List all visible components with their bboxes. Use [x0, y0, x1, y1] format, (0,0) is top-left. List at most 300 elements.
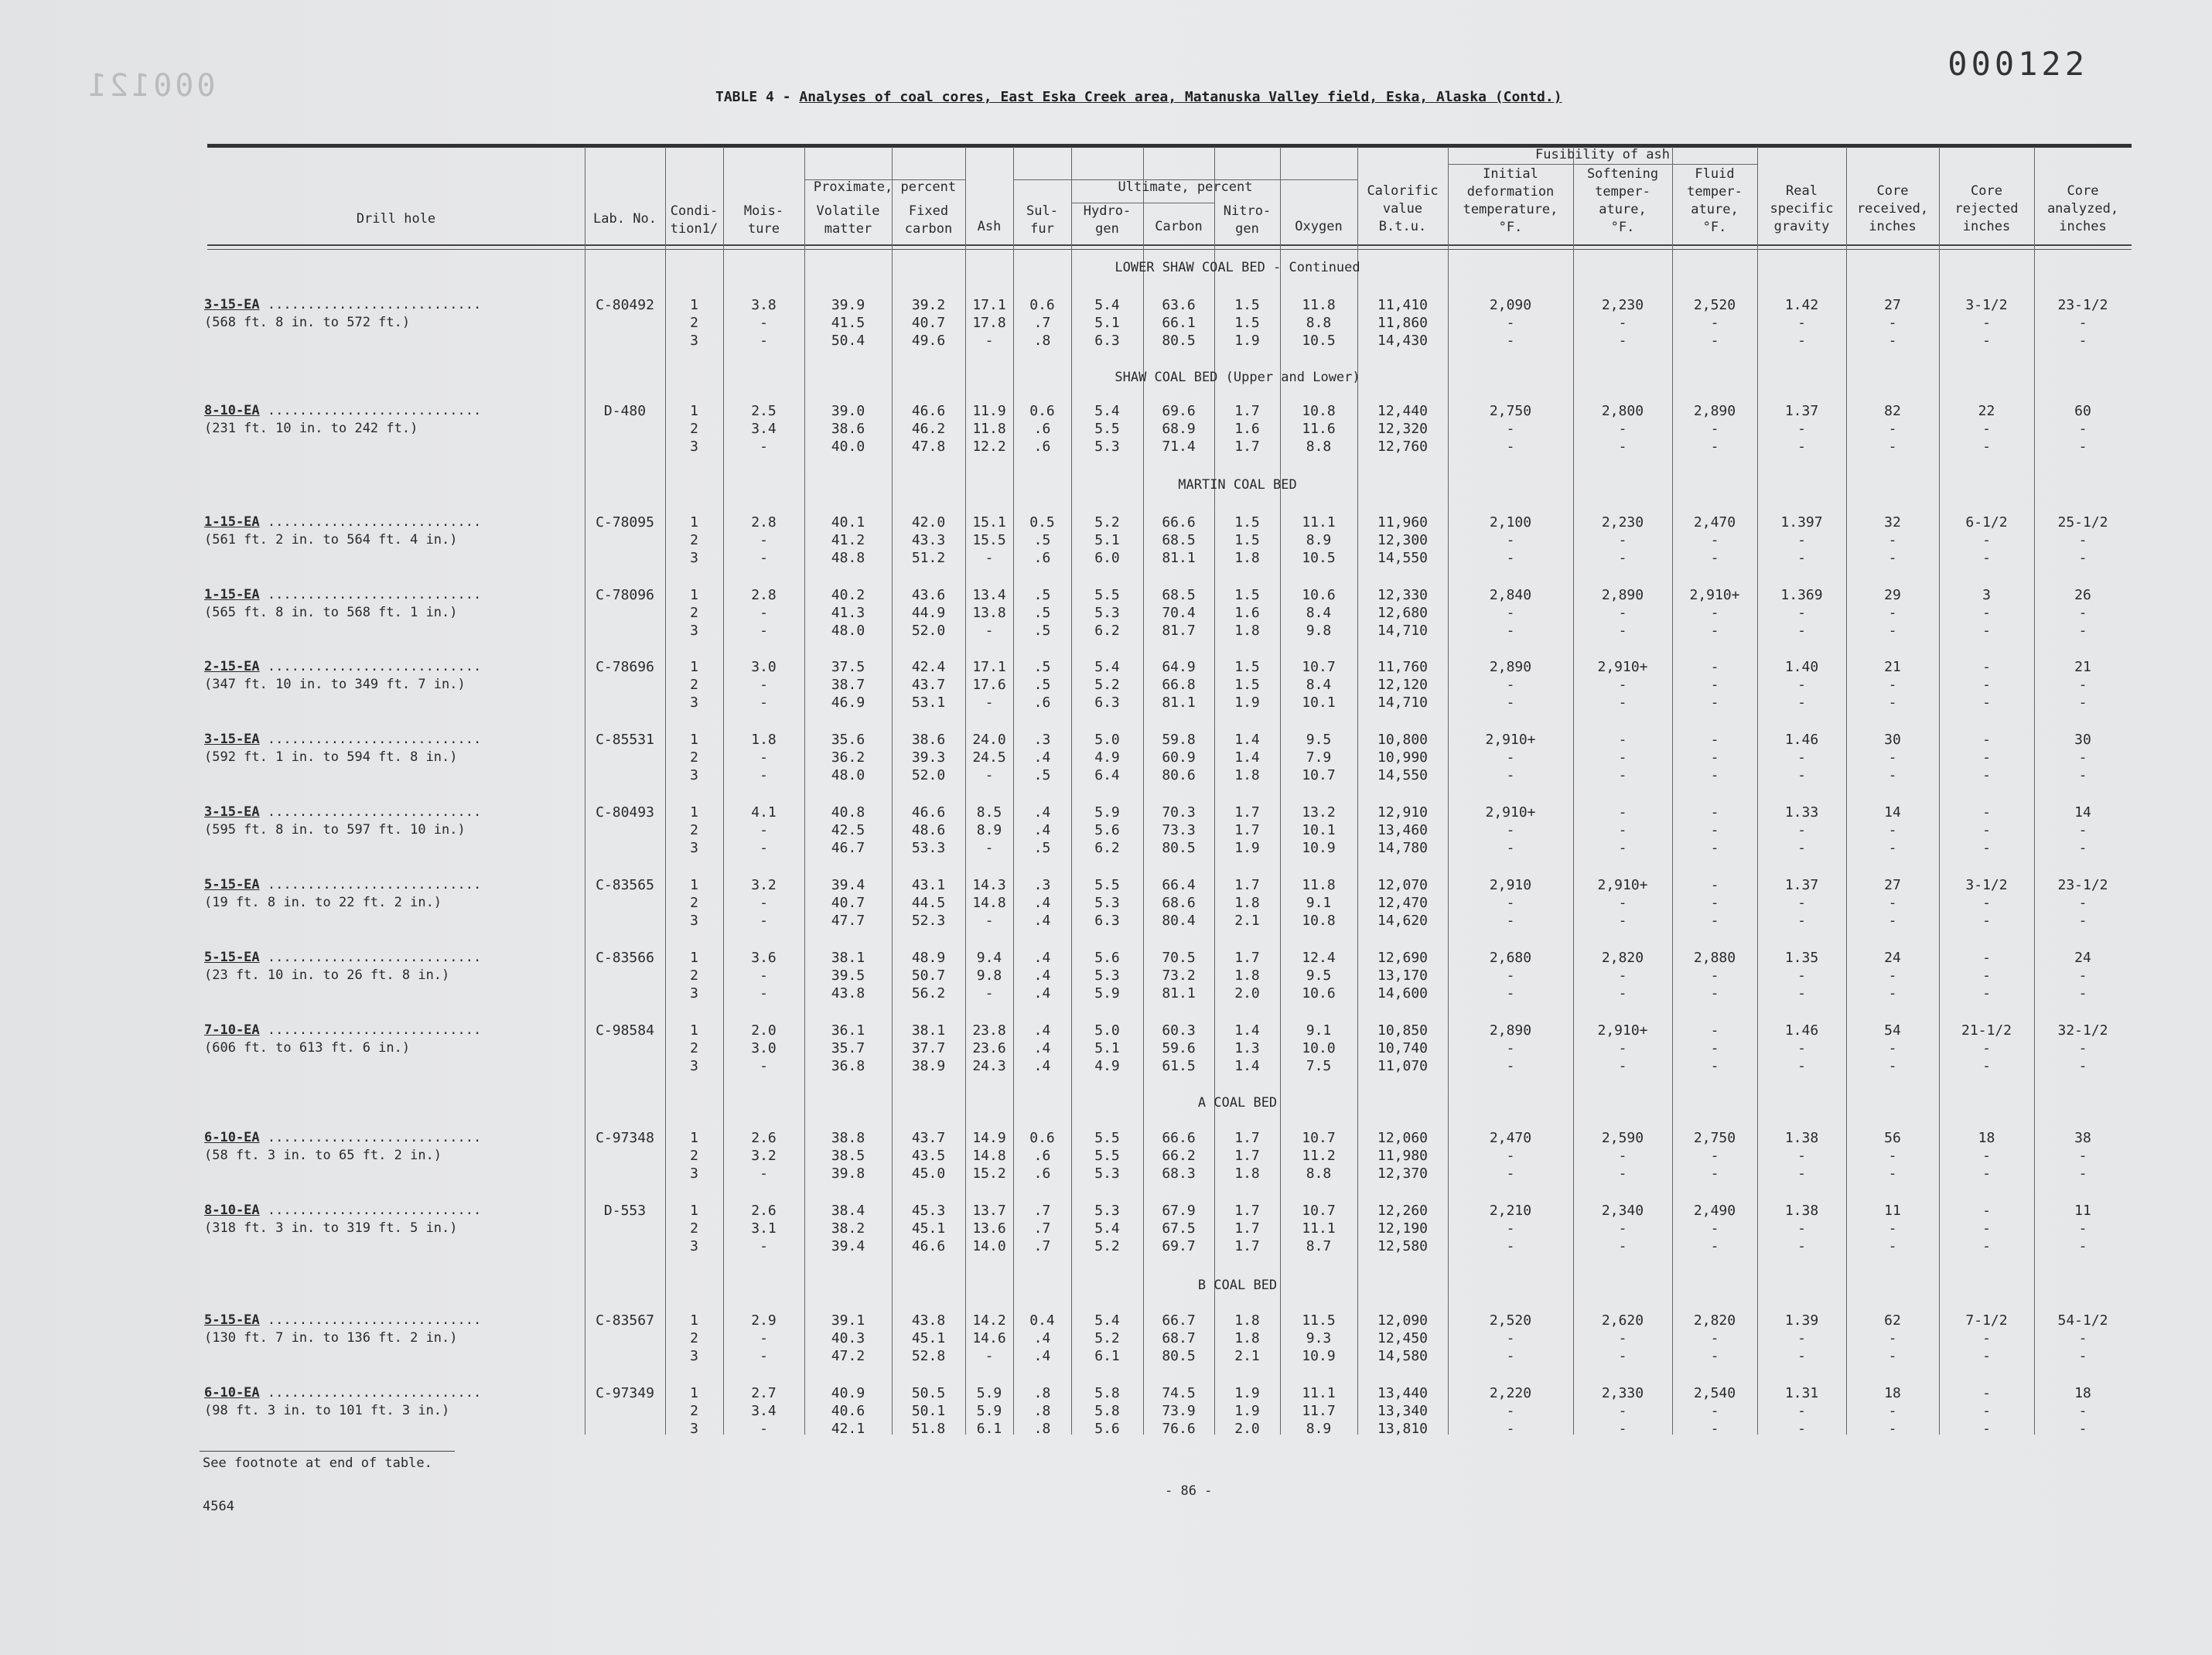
- moisture-values: 4.1 - -: [751, 804, 777, 856]
- nitrogen-values: 1.7 1.7 1.8: [1234, 1130, 1260, 1182]
- header-core-received: Core received, inches: [1856, 183, 1929, 234]
- fluid-values: - - -: [1710, 877, 1719, 929]
- moisture-values: 2.5 3.4 -: [751, 403, 777, 455]
- btu-values: 12,260 12,190 12,580: [1377, 1203, 1429, 1254]
- sg-values: 1.46 - -: [1784, 732, 1819, 783]
- soft-values: 2,590 - -: [1601, 1130, 1644, 1182]
- btu-values: 11,960 12,300 14,550: [1377, 514, 1429, 566]
- header-initial-def: Initial deformation temperature, °F.: [1463, 166, 1558, 235]
- document-code: 4564: [203, 1499, 234, 1514]
- initial-values: 2,890 - -: [1489, 1022, 1532, 1074]
- header-condition: Condi- tion1/: [670, 203, 719, 237]
- soft-values: 2,620 - -: [1601, 1312, 1644, 1364]
- btu-values: 10,800 10,990 14,550: [1377, 732, 1429, 783]
- initial-values: 2,890 - -: [1489, 659, 1532, 711]
- header-drill-hole: Drill hole: [356, 211, 436, 227]
- analyzed-values: 32-1/2 - -: [2057, 1022, 2108, 1074]
- rejected-values: 3-1/2 - -: [1965, 297, 2008, 349]
- oxygen-values: 10.7 11.1 8.7: [1302, 1203, 1336, 1254]
- nitrogen-values: 1.8 1.8 2.1: [1234, 1312, 1260, 1364]
- btu-values: 12,060 11,980 12,370: [1377, 1130, 1429, 1182]
- condition-values: 1 2 3: [690, 804, 698, 856]
- condition-values: 1 2 3: [690, 297, 698, 349]
- volatile-values: 39.0 38.6 40.0: [831, 403, 865, 455]
- drill-hole-label: 6-10-EA ........................... (58 ft. 3 in. to 65 ft. 2 in.): [204, 1130, 482, 1163]
- sulfur-values: 0.6 .6 .6: [1029, 1130, 1055, 1182]
- header-sulfur: Sul- fur: [1026, 203, 1058, 237]
- fixed-values: 46.6 48.6 53.3: [911, 804, 946, 856]
- sg-values: 1.35 - -: [1784, 950, 1819, 1002]
- ash-values: 9.4 9.8 -: [976, 950, 1002, 1002]
- moisture-values: 3.2 - -: [751, 877, 777, 929]
- hydrogen-values: 5.5 5.3 6.2: [1094, 587, 1120, 639]
- nitrogen-values: 1.7 1.8 2.1: [1234, 877, 1260, 929]
- volatile-values: 39.1 40.3 47.2: [831, 1312, 865, 1364]
- ash-values: 8.5 8.9 -: [976, 804, 1002, 856]
- volatile-values: 38.1 39.5 43.8: [831, 950, 865, 1002]
- carbon-values: 60.3 59.6 61.5: [1162, 1022, 1196, 1074]
- header-oxygen: Oxygen: [1295, 219, 1343, 234]
- fixed-values: 38.1 37.7 38.9: [911, 1022, 946, 1074]
- section-heading: B COAL BED: [1197, 1278, 1278, 1293]
- header-nitrogen: Nitro- gen: [1223, 203, 1272, 237]
- header-proximate-group: Proximate, percent: [813, 179, 957, 195]
- ash-values: 23.8 23.6 24.3: [972, 1022, 1006, 1074]
- rejected-values: - - -: [1982, 659, 1991, 711]
- condition-values: 1 2 3: [690, 514, 698, 566]
- nitrogen-values: 1.7 1.7 1.9: [1234, 804, 1260, 856]
- carbon-values: 59.8 60.9 80.6: [1162, 732, 1196, 783]
- lab-number: C-78696: [596, 659, 654, 675]
- soft-values: 2,910+ - -: [1597, 877, 1648, 929]
- sg-values: 1.38 - -: [1784, 1130, 1819, 1182]
- fluid-values: 2,490 - -: [1693, 1203, 1736, 1254]
- soft-values: - - -: [1618, 732, 1627, 783]
- soft-values: 2,230 - -: [1601, 297, 1644, 349]
- soft-values: 2,910+ - -: [1597, 1022, 1648, 1074]
- table-title: [715, 89, 1562, 105]
- volatile-values: 36.1 35.7 36.8: [831, 1022, 865, 1074]
- volatile-values: 39.9 41.5 50.4: [831, 297, 865, 349]
- condition-values: 1 2 3: [690, 877, 698, 929]
- sg-values: 1.33 - -: [1784, 804, 1819, 856]
- rejected-values: 7-1/2 - -: [1965, 1312, 2008, 1364]
- fixed-values: 43.1 44.5 52.3: [911, 877, 946, 929]
- oxygen-values: 12.4 9.5 10.6: [1302, 950, 1336, 1002]
- ash-values: 11.9 11.8 12.2: [972, 403, 1006, 455]
- condition-values: 1 2 3: [690, 1385, 698, 1437]
- fluid-values: 2,520 - -: [1693, 297, 1736, 349]
- carbon-values: 66.7 68.7 80.5: [1162, 1312, 1196, 1364]
- header-softening: Softening temper- ature, °F.: [1586, 166, 1659, 235]
- fluid-values: - - -: [1710, 1022, 1719, 1074]
- drill-hole-id: 6-10-EA: [204, 1130, 260, 1145]
- initial-values: 2,910+ - -: [1485, 732, 1536, 783]
- btu-values: 11,760 12,120 14,710: [1377, 659, 1429, 711]
- soft-values: 2,800 - -: [1601, 403, 1644, 455]
- lab-number: C-80492: [596, 297, 654, 313]
- fixed-values: 38.6 39.3 52.0: [911, 732, 946, 783]
- lab-number: D-480: [603, 403, 647, 419]
- ash-values: 13.7 13.6 14.0: [972, 1203, 1006, 1254]
- header-ultimate-group: Ultimate, percent: [1118, 179, 1253, 195]
- volatile-values: 38.8 38.5 39.8: [831, 1130, 865, 1182]
- sulfur-values: .8 .8 .8: [1033, 1385, 1051, 1437]
- received-values: 27 - -: [1884, 297, 1901, 349]
- sulfur-values: .4 .4 .5: [1033, 804, 1051, 856]
- section-heading: LOWER SHAW COAL BED - Continued: [1115, 260, 1360, 275]
- fixed-values: 50.5 50.1 51.8: [911, 1385, 946, 1437]
- oxygen-values: 10.7 8.4 10.1: [1302, 659, 1336, 711]
- fixed-values: 45.3 45.1 46.6: [911, 1203, 946, 1254]
- analyzed-values: 18 - -: [2074, 1385, 2091, 1437]
- moisture-values: 2.6 3.1 -: [751, 1203, 777, 1254]
- hydrogen-values: 5.4 5.2 6.3: [1094, 659, 1120, 711]
- drill-hole-label: 3-15-EA ........................... (595 ft. 8 in. to 597 ft. 10 in.): [204, 804, 482, 838]
- drill-hole-label: 8-10-EA ........................... (231 ft. 10 in. to 242 ft.): [204, 403, 482, 436]
- moisture-values: 2.7 3.4 -: [751, 1385, 777, 1437]
- nitrogen-values: 1.7 1.7 1.7: [1234, 1203, 1260, 1254]
- oxygen-values: 11.1 8.9 10.5: [1302, 514, 1336, 566]
- hydrogen-values: 5.6 5.3 5.9: [1094, 950, 1120, 1002]
- header-moisture: Mois- ture: [743, 203, 784, 237]
- lab-number: C-80493: [596, 804, 654, 821]
- header-core-analyzed: Core analyzed, inches: [2046, 183, 2119, 234]
- rejected-values: - - -: [1982, 732, 1991, 783]
- fluid-values: 2,540 - -: [1693, 1385, 1736, 1437]
- initial-values: 2,520 - -: [1489, 1312, 1532, 1364]
- analyzed-values: 30 - -: [2074, 732, 2091, 783]
- condition-values: 1 2 3: [690, 659, 698, 711]
- lab-number: C-78096: [596, 587, 654, 603]
- moisture-values: 2.6 3.2 -: [751, 1130, 777, 1182]
- sg-values: 1.46 - -: [1784, 1022, 1819, 1074]
- rejected-values: 3-1/2 - -: [1965, 877, 2008, 929]
- received-values: 21 - -: [1884, 659, 1901, 711]
- analyzed-values: 21 - -: [2074, 659, 2091, 711]
- sulfur-values: 0.4 .4 .4: [1029, 1312, 1055, 1364]
- drill-hole-label: 8-10-EA ........................... (318 ft. 3 in. to 319 ft. 5 in.): [204, 1203, 482, 1236]
- moisture-values: 3.8 - -: [751, 297, 777, 349]
- rejected-values: 18 - -: [1978, 1130, 1995, 1182]
- footnote-text: See footnote at end of table.: [203, 1455, 432, 1471]
- header-fixed-carbon: Fixed carbon: [904, 203, 953, 237]
- sulfur-values: .5 .5 .5: [1033, 587, 1051, 639]
- btu-values: 12,910 13,460 14,780: [1377, 804, 1429, 856]
- drill-hole-label: 3-15-EA ........................... (592 ft. 1 in. to 594 ft. 8 in.): [204, 732, 482, 765]
- btu-values: 12,330 12,680 14,710: [1377, 587, 1429, 639]
- fluid-values: 2,750 - -: [1693, 1130, 1736, 1182]
- oxygen-values: 10.7 11.2 8.8: [1302, 1130, 1336, 1182]
- drill-hole-id: 5-15-EA: [204, 950, 260, 965]
- initial-values: 2,910 - -: [1489, 877, 1532, 929]
- sulfur-values: 0.6 .7 .8: [1029, 297, 1055, 349]
- carbon-values: 64.9 66.8 81.1: [1162, 659, 1196, 711]
- nitrogen-values: 1.5 1.5 1.9: [1234, 297, 1260, 349]
- oxygen-values: 10.8 11.6 8.8: [1302, 403, 1336, 455]
- received-values: 11 - -: [1884, 1203, 1901, 1254]
- initial-values: 2,910+ - -: [1485, 804, 1536, 856]
- section-heading: SHAW COAL BED (Upper and Lower): [1115, 370, 1360, 385]
- fixed-values: 43.6 44.9 52.0: [911, 587, 946, 639]
- moisture-values: 1.8 - -: [751, 732, 777, 783]
- analyzed-values: 14 - -: [2074, 804, 2091, 856]
- carbon-values: 70.3 73.3 80.5: [1162, 804, 1196, 856]
- sg-values: 1.397 - -: [1780, 514, 1823, 566]
- moisture-values: 2.9 - -: [751, 1312, 777, 1364]
- drill-hole-id: 6-10-EA: [204, 1385, 260, 1401]
- fixed-values: 43.7 43.5 45.0: [911, 1130, 946, 1182]
- carbon-values: 66.6 68.5 81.1: [1162, 514, 1196, 566]
- rejected-values: - - -: [1982, 950, 1991, 1002]
- received-values: 27 - -: [1884, 877, 1901, 929]
- section-heading: MARTIN COAL BED: [1178, 477, 1297, 493]
- analyzed-values: 54-1/2 - -: [2057, 1312, 2108, 1364]
- header-volatile: Volatile matter: [816, 203, 880, 237]
- header-bottom-rule: [207, 244, 2132, 246]
- btu-values: 11,410 11,860 14,430: [1377, 297, 1429, 349]
- btu-values: 12,440 12,320 12,760: [1377, 403, 1429, 455]
- volatile-values: 40.8 42.5 46.7: [831, 804, 865, 856]
- lab-number: C-83565: [596, 877, 654, 893]
- drill-hole-id: 7-10-EA: [204, 1022, 260, 1038]
- sulfur-values: .4 .4 .4: [1033, 1022, 1051, 1074]
- table-title-main: Analyses of coal cores, East Eska Creek area, Matanuska Valley field, Eska, Alaska (Contd.): [799, 89, 1562, 105]
- sg-values: 1.37 - -: [1784, 403, 1819, 455]
- carbon-values: 69.6 68.9 71.4: [1162, 403, 1196, 455]
- sg-values: 1.39 - -: [1784, 1312, 1819, 1364]
- drill-hole-label: 2-15-EA ........................... (347 ft. 10 in. to 349 ft. 7 in.): [204, 659, 482, 692]
- carbon-values: 67.9 67.5 69.7: [1162, 1203, 1196, 1254]
- header-real-sg: Real specific gravity: [1770, 183, 1834, 234]
- drill-hole-label: 3-15-EA ........................... (568 ft. 8 in. to 572 ft.): [204, 297, 482, 330]
- oxygen-values: 11.1 11.7 8.9: [1302, 1385, 1336, 1437]
- hydrogen-values: 5.3 5.4 5.2: [1094, 1203, 1120, 1254]
- soft-values: - - -: [1618, 804, 1627, 856]
- initial-values: 2,680 - -: [1489, 950, 1532, 1002]
- hydrogen-values: 5.9 5.6 6.2: [1094, 804, 1120, 856]
- header-lab-no: Lab. No.: [593, 211, 657, 227]
- carbon-values: 68.5 70.4 81.7: [1162, 587, 1196, 639]
- volatile-values: 40.2 41.3 48.0: [831, 587, 865, 639]
- btu-values: 10,850 10,740 11,070: [1377, 1022, 1429, 1074]
- condition-values: 1 2 3: [690, 587, 698, 639]
- soft-values: 2,910+ - -: [1597, 659, 1648, 711]
- rejected-values: 21-1/2 - -: [1961, 1022, 2012, 1074]
- drill-hole-id: 5-15-EA: [204, 877, 260, 892]
- page-id: 000122: [1947, 45, 2088, 83]
- sg-values: 1.38 - -: [1784, 1203, 1819, 1254]
- fluid-values: - - -: [1710, 804, 1719, 856]
- initial-values: 2,220 - -: [1489, 1385, 1532, 1437]
- nitrogen-values: 1.4 1.4 1.8: [1234, 732, 1260, 783]
- ash-values: 14.3 14.8 -: [972, 877, 1006, 929]
- section-heading: A COAL BED: [1197, 1095, 1278, 1111]
- carbon-values: 66.6 66.2 68.3: [1162, 1130, 1196, 1182]
- condition-values: 1 2 3: [690, 1022, 698, 1074]
- analyzed-values: 23-1/2 - -: [2057, 877, 2108, 929]
- sg-values: 1.37 - -: [1784, 877, 1819, 929]
- drill-hole-label: 1-15-EA ........................... (565 ft. 8 in. to 568 ft. 1 in.): [204, 587, 482, 620]
- carbon-values: 74.5 73.9 76.6: [1162, 1385, 1196, 1437]
- fluid-values: - - -: [1710, 659, 1719, 711]
- received-values: 82 - -: [1884, 403, 1901, 455]
- initial-values: 2,100 - -: [1489, 514, 1532, 566]
- hydrogen-values: 5.5 5.3 6.3: [1094, 877, 1120, 929]
- received-values: 56 - -: [1884, 1130, 1901, 1182]
- ash-values: 24.0 24.5 -: [972, 732, 1006, 783]
- carbon-values: 63.6 66.1 80.5: [1162, 297, 1196, 349]
- header-hydrogen: Hydro- gen: [1083, 203, 1132, 237]
- header-carbon: Carbon: [1155, 219, 1203, 234]
- soft-values: 2,890 - -: [1601, 587, 1644, 639]
- analyzed-values: 38 - -: [2074, 1130, 2091, 1182]
- volatile-values: 40.1 41.2 48.8: [831, 514, 865, 566]
- received-values: 24 - -: [1884, 950, 1901, 1002]
- rejected-values: - - -: [1982, 1203, 1991, 1254]
- soft-values: 2,820 - -: [1601, 950, 1644, 1002]
- volatile-values: 35.6 36.2 48.0: [831, 732, 865, 783]
- oxygen-values: 11.8 8.8 10.5: [1302, 297, 1336, 349]
- oxygen-values: 9.1 10.0 7.5: [1302, 1022, 1336, 1074]
- analyzed-values: 24 - -: [2074, 950, 2091, 1002]
- nitrogen-values: 1.5 1.5 1.9: [1234, 659, 1260, 711]
- lab-number: C-78095: [596, 514, 654, 531]
- lab-number: D-553: [603, 1203, 647, 1219]
- ash-values: 17.1 17.6 -: [972, 659, 1006, 711]
- moisture-values: 2.8 - -: [751, 587, 777, 639]
- hydrogen-values: 5.4 5.5 5.3: [1094, 403, 1120, 455]
- carbon-values: 70.5 73.2 81.1: [1162, 950, 1196, 1002]
- lab-number: C-83566: [596, 950, 654, 966]
- analyzed-values: 11 - -: [2074, 1203, 2091, 1254]
- rejected-values: - - -: [1982, 804, 1991, 856]
- nitrogen-values: 1.5 1.5 1.8: [1234, 514, 1260, 566]
- oxygen-values: 9.5 7.9 10.7: [1302, 732, 1336, 783]
- nitrogen-values: 1.7 1.8 2.0: [1234, 950, 1260, 1002]
- received-values: 14 - -: [1884, 804, 1901, 856]
- volatile-values: 38.4 38.2 39.4: [831, 1203, 865, 1254]
- header-fluid: Fluid temper- ature, °F.: [1687, 166, 1743, 235]
- sg-values: 1.40 - -: [1784, 659, 1819, 711]
- initial-values: 2,090 - -: [1489, 297, 1532, 349]
- drill-hole-id: 1-15-EA: [204, 587, 260, 602]
- analyzed-values: 60 - -: [2074, 403, 2091, 455]
- lab-number: C-97348: [596, 1130, 654, 1146]
- condition-values: 1 2 3: [690, 732, 698, 783]
- nitrogen-values: 1.4 1.3 1.4: [1234, 1022, 1260, 1074]
- rejected-values: 22 - -: [1978, 403, 1995, 455]
- condition-values: 1 2 3: [690, 1203, 698, 1254]
- hydrogen-values: 5.0 4.9 6.4: [1094, 732, 1120, 783]
- soft-values: 2,340 - -: [1601, 1203, 1644, 1254]
- ash-values: 14.9 14.8 15.2: [972, 1130, 1006, 1182]
- condition-values: 1 2 3: [690, 403, 698, 455]
- drill-hole-id: 8-10-EA: [204, 403, 260, 418]
- btu-values: 12,090 12,450 14,580: [1377, 1312, 1429, 1364]
- received-values: 32 - -: [1884, 514, 1901, 566]
- sg-values: 1.42 - -: [1784, 297, 1819, 349]
- hydrogen-values: 5.4 5.1 6.3: [1094, 297, 1120, 349]
- sulfur-values: 0.6 .6 .6: [1029, 403, 1055, 455]
- lab-number: C-97349: [596, 1385, 654, 1401]
- drill-hole-id: 5-15-EA: [204, 1312, 260, 1328]
- oxygen-values: 13.2 10.1 10.9: [1302, 804, 1336, 856]
- analyzed-values: 25-1/2 - -: [2057, 514, 2108, 566]
- header-calorific: Calorific value B.t.u.: [1367, 183, 1439, 234]
- sulfur-values: .3 .4 .5: [1033, 732, 1051, 783]
- carbon-values: 66.4 68.6 80.4: [1162, 877, 1196, 929]
- condition-values: 1 2 3: [690, 1312, 698, 1364]
- lab-number: C-98584: [596, 1022, 654, 1039]
- soft-values: 2,330 - -: [1601, 1385, 1644, 1437]
- fixed-values: 46.6 46.2 47.8: [911, 403, 946, 455]
- header-ash: Ash: [977, 219, 1002, 234]
- header-core-rejected: Core rejected inches: [1954, 183, 2019, 234]
- moisture-values: 2.8 - -: [751, 514, 777, 566]
- sg-values: 1.31 - -: [1784, 1385, 1819, 1437]
- analyzed-values: 23-1/2 - -: [2057, 297, 2108, 349]
- drill-hole-label: 1-15-EA ........................... (561 ft. 2 in. to 564 ft. 4 in.): [204, 514, 482, 548]
- fluid-values: 2,910+ - -: [1689, 587, 1740, 639]
- condition-values: 1 2 3: [690, 1130, 698, 1182]
- sulfur-values: .3 .4 .4: [1033, 877, 1051, 929]
- fluid-values: - - -: [1710, 732, 1719, 783]
- moisture-values: 3.0 - -: [751, 659, 777, 711]
- ash-values: 17.1 17.8 -: [972, 297, 1006, 349]
- drill-hole-id: 3-15-EA: [204, 804, 260, 820]
- sulfur-values: .7 .7 .7: [1033, 1203, 1051, 1254]
- rejected-values: - - -: [1982, 1385, 1991, 1437]
- footnote-rule: [200, 1451, 455, 1452]
- oxygen-values: 11.8 9.1 10.8: [1302, 877, 1336, 929]
- ash-values: 5.9 5.9 6.1: [976, 1385, 1002, 1437]
- oxygen-values: 10.6 8.4 9.8: [1302, 587, 1336, 639]
- header-fusibility-group: Fusibility of ash: [1535, 147, 1670, 162]
- nitrogen-values: 1.9 1.9 2.0: [1234, 1385, 1260, 1437]
- received-values: 30 - -: [1884, 732, 1901, 783]
- initial-values: 2,750 - -: [1489, 403, 1532, 455]
- moisture-values: 3.6 - -: [751, 950, 777, 1002]
- bleedthrough-page-id: 000121: [85, 68, 216, 104]
- ash-values: 15.1 15.5 -: [972, 514, 1006, 566]
- sg-values: 1.369 - -: [1780, 587, 1823, 639]
- rejected-values: 6-1/2 - -: [1965, 514, 2008, 566]
- drill-hole-id: 8-10-EA: [204, 1203, 260, 1218]
- fluid-values: 2,880 - -: [1693, 950, 1736, 1002]
- hydrogen-values: 5.5 5.5 5.3: [1094, 1130, 1120, 1182]
- moisture-values: 2.0 3.0 -: [751, 1022, 777, 1074]
- received-values: 62 - -: [1884, 1312, 1901, 1364]
- fixed-values: 43.8 45.1 52.8: [911, 1312, 946, 1364]
- initial-values: 2,210 - -: [1489, 1203, 1532, 1254]
- volatile-values: 39.4 40.7 47.7: [831, 877, 865, 929]
- nitrogen-values: 1.5 1.6 1.8: [1234, 587, 1260, 639]
- table-title-prefix: TABLE 4 -: [715, 89, 800, 105]
- hydrogen-values: 5.4 5.2 6.1: [1094, 1312, 1120, 1364]
- fluid-values: 2,470 - -: [1693, 514, 1736, 566]
- received-values: 29 - -: [1884, 587, 1901, 639]
- initial-values: 2,840 - -: [1489, 587, 1532, 639]
- drill-hole-id: 3-15-EA: [204, 297, 260, 312]
- fluid-values: 2,890 - -: [1693, 403, 1736, 455]
- nitrogen-values: 1.7 1.6 1.7: [1234, 403, 1260, 455]
- fixed-values: 42.0 43.3 51.2: [911, 514, 946, 566]
- btu-values: 12,690 13,170 14,600: [1377, 950, 1429, 1002]
- btu-values: 13,440 13,340 13,810: [1377, 1385, 1429, 1437]
- drill-hole-label: 6-10-EA ........................... (98 ft. 3 in. to 101 ft. 3 in.): [204, 1385, 482, 1418]
- btu-values: 12,070 12,470 14,620: [1377, 877, 1429, 929]
